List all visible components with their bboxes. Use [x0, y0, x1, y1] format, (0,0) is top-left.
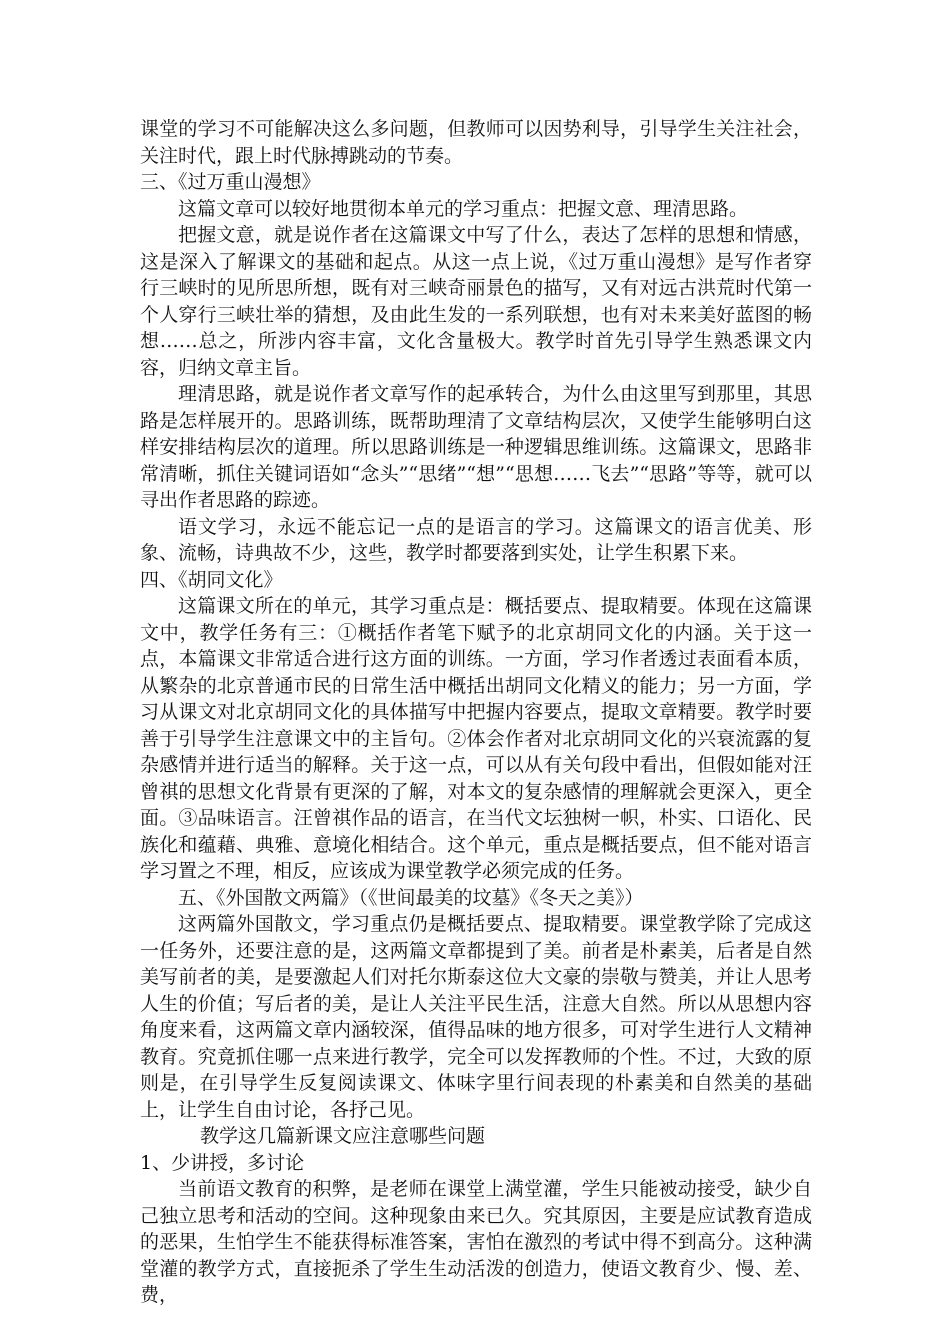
section-heading-4: 四、《胡同文化》: [140, 568, 283, 591]
paragraph: 这两篇外国散文，学习重点仍是概括要点、提取精要。课堂教学除了完成这一任务外，还要注意的是，这两篇文章都提到了美。前者是朴素美，后者是自然美写前者的美，是要激起人们对托尔斯泰这位大文豪的崇敬与赞美，并让人思考人生的价值；写后者的美，是让人关注平民生活，注意大自然。所以从思想内容角度来看，这两篇文章内涵较深，值得品味的地方很多，可对学生进行人文精神教育。究竟抓住哪一点来进行教学，完全可以发挥教师的个性。不过，大致的原则是，在引导学生反复阅读课文、体味字里行间表现的朴素美和自然美的基础上，让学生自由讨论，各抒己见。: [140, 913, 812, 1121]
paragraph: 把握文意，就是说作者在这篇课文中写了什么，表达了怎样的思想和情感，这是深入了解课文的基础和起点。从这一点上说，《过万重山漫想》是写作者穿行三峡时的见所思所想，既有对三峡奇丽景色的描写，又有对远古洪荒时代第一个人穿行三峡壮举的猜想，及由此生发的一系列联想，也有对未来美好蓝图的畅想……总之，所涉内容丰富，文化含量极大。教学时首先引导学生熟悉课文内容，归纳文章主旨。: [140, 224, 812, 379]
subsection-title: 教学这几篇新课文应注意哪些问题: [200, 1125, 486, 1147]
paragraph: 这篇文章可以较好地贯彻本单元的学习重点：把握文意、理清思路。: [178, 197, 749, 220]
paragraph: 当前语文教育的积弊，是老师在课堂上满堂灌，学生只能被动接受，缺少自己独立思考和活动的空间。这种现象由来已久。究其原因，主要是应试教育造成的恶果，生怕学生不能获得标准答案，害怕在激烈的考试中得不到高分。这种满堂灌的教学方式，直接扼杀了学生生动活泼的创造力，使语文教育少、慢、差、费，: [140, 1178, 812, 1306]
paragraph: 这篇课文所在的单元，其学习重点是：概括要点、提取精要。体现在这篇课文中，教学任务有三：①概括作者笔下赋予的北京胡同文化的内涵。关于这一点，本篇课文非常适合进行这方面的训练。一方面，学习作者透过表面看本质，从繁杂的北京普通市民的日常生活中概括出胡同文化精义的能力；另一方面，学习从课文对北京胡同文化的具体描写中把握内容要点，提取文章精要。教学时要善于引导学生注意课文中的主旨句。②体会作者对北京胡同文化的兴衰流露的复杂感情并进行适当的解释。关于这一点，可以从有关句段中看出，但假如能对汪曾祺的思想文化背景有更深的了解，对本文的复杂感情的理解就会更深入，更全面。③品味语言。汪曾祺作品的语言，在当代文坛独树一帜，朴实、口语化、民族化和蕴藉、典雅、意境化相结合。这个单元，重点是概括要点，但不能对语言学习置之不理，相反，应该成为课堂教学必须完成的任务。: [140, 595, 812, 882]
paragraph: 语文学习，永远不能忘记一点的是语言的学习。这篇课文的语言优美、形象、流畅，诗典故不少，这些，教学时都要落到实处，让学生积累下来。: [140, 515, 812, 564]
section-heading-3: 三、《过万重山漫想》: [140, 171, 321, 193]
section-heading-5: 五、《外国散文两篇》（《世间最美的坟墓》《冬天之美》）: [178, 886, 644, 909]
paragraph: 理清思路，就是说作者文章写作的起承转合，为什么由这里写到那里，其思路是怎样展开的。思路训练，既帮助理清了文章结构层次，又使学生能够明白这样安排结构层次的道理。所以思路训练是一种逻辑思维训练。这篇课文，思路非常清晰，抓住关键词语如“念头”“思绪”“想”“思想……飞去”“思路”等等，就可以寻出作者思路的踪迹。: [140, 383, 812, 511]
document-page: [140, 116, 812, 1309]
paragraph-continuation: 课堂的学习不可能解决这么多问题，但教师可以因势利导，引导学生关注社会，关注时代，跟上时代脉搏跳动的节奏。: [140, 118, 812, 167]
list-heading-1: 1、少讲授，多讨论: [140, 1151, 305, 1174]
